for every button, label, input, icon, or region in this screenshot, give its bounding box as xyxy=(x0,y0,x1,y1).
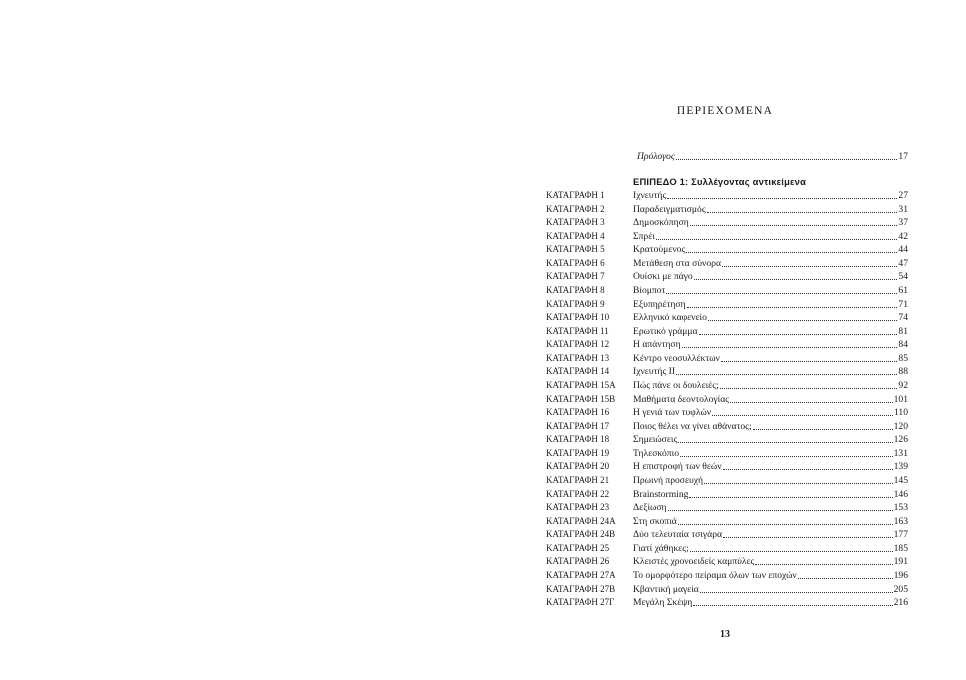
toc-row[interactable] xyxy=(546,365,908,378)
entry-link xyxy=(633,379,908,392)
dot-leader xyxy=(656,238,898,240)
entry-link xyxy=(633,243,908,256)
entry-link xyxy=(633,352,908,365)
entry-link xyxy=(633,433,908,446)
dot-leader xyxy=(704,482,893,484)
entry-link xyxy=(633,447,908,460)
entry-name: Ερωτικό γράμμα xyxy=(633,325,698,337)
dot-leader xyxy=(798,577,893,579)
entry-name: Στη σκοπιά xyxy=(633,515,677,527)
entry-name: Η επιστροφή των θεών xyxy=(633,461,722,473)
entry-code: ΚΑΤΑΓΡΑΦΗ 6 xyxy=(546,257,605,268)
entry-code: ΚΑΤΑΓΡΑΦΗ 21 xyxy=(546,475,610,485)
entry-code: ΚΑΤΑΓΡΑΦΗ 12 xyxy=(546,339,610,350)
entry-name: Κλειστές χρονοειδείς καμπύλες xyxy=(633,556,755,568)
entry-link xyxy=(633,270,908,283)
entry-code: ΚΑΤΑΓΡΑΦΗ 24Β xyxy=(546,529,616,540)
entry-page: 185 xyxy=(893,542,908,554)
toc-row[interactable] xyxy=(546,216,908,229)
dot-leader xyxy=(723,536,893,538)
dot-leader xyxy=(676,373,897,375)
dot-leader xyxy=(723,468,893,470)
entry-link xyxy=(633,284,908,297)
entry-link xyxy=(633,569,908,582)
toc-row[interactable] xyxy=(546,447,908,460)
entry-page: 54 xyxy=(898,271,908,283)
toc-row[interactable] xyxy=(546,393,908,406)
dot-leader xyxy=(667,197,897,199)
toc-row[interactable] xyxy=(546,325,908,338)
entry-page: 146 xyxy=(893,488,908,500)
entry-link xyxy=(633,515,908,528)
entry-page: 139 xyxy=(893,461,908,473)
entry-code: ΚΑΤΑΓΡΑΦΗ 22 xyxy=(546,488,610,499)
entry-link xyxy=(633,365,908,378)
toc-row[interactable] xyxy=(546,189,908,202)
entry-page: 31 xyxy=(898,203,908,215)
entry-link xyxy=(633,501,908,514)
entry-page: 27 xyxy=(898,190,908,201)
entry-name: Μετάθεση στα σύνορα xyxy=(633,257,721,269)
entry-page: 131 xyxy=(893,447,908,459)
entry-code: ΚΑΤΑΓΡΑΦΗ 10 xyxy=(546,312,610,323)
dot-leader xyxy=(690,550,893,552)
toc-row[interactable] xyxy=(546,460,908,473)
toc-row[interactable] xyxy=(546,257,908,270)
toc-row[interactable] xyxy=(546,352,908,365)
dot-leader xyxy=(680,455,893,457)
toc-row[interactable] xyxy=(546,284,908,297)
entry-link xyxy=(633,298,908,311)
entry-name: Σπρέι xyxy=(633,230,655,242)
dot-leader xyxy=(686,251,897,253)
dot-leader xyxy=(666,292,897,294)
entry-link xyxy=(633,311,908,324)
toc-row[interactable] xyxy=(546,420,908,433)
entry-page: 145 xyxy=(893,475,908,486)
toc-row[interactable] xyxy=(546,406,908,419)
dot-leader xyxy=(676,158,898,160)
dot-leader xyxy=(721,360,898,362)
entry-name: Ελληνικό καφενείο xyxy=(633,312,707,324)
entry-name: Τηλεσκόπιο xyxy=(633,447,680,459)
entry-code: ΚΑΤΑΓΡΑΦΗ 16 xyxy=(546,407,610,418)
entry-link xyxy=(633,474,908,487)
toc-row[interactable] xyxy=(546,298,908,311)
entry-code: ΚΑΤΑΓΡΑΦΗ 20 xyxy=(546,461,610,472)
entry-code: ΚΑΤΑΓΡΑΦΗ 19 xyxy=(546,447,610,458)
toc-row[interactable] xyxy=(546,583,908,596)
page-number: 13 xyxy=(720,629,730,640)
entry-name: Σημειώσεις xyxy=(633,434,678,446)
entry-link xyxy=(633,420,908,433)
entry-page: 177 xyxy=(893,529,908,541)
entry-name: Η γενιά των τυφλών xyxy=(633,407,712,419)
entry-link xyxy=(633,230,908,243)
entry-name: Πώς πάνε οι δουλειές; xyxy=(633,380,719,391)
entry-link xyxy=(633,203,908,216)
entry-page: 101 xyxy=(893,393,908,405)
toc-prologue-entry[interactable] xyxy=(637,150,908,163)
entry-code: ΚΑΤΑΓΡΑΦΗ 8 xyxy=(546,285,605,295)
entry-link xyxy=(633,257,908,270)
entry-link xyxy=(633,338,908,351)
dot-leader xyxy=(690,224,898,226)
entry-code: ΚΑΤΑΓΡΑΦΗ 11 xyxy=(546,325,609,336)
entry-code: ΚΑΤΑΓΡΑΦΗ 1 xyxy=(546,190,605,200)
toc-row[interactable] xyxy=(546,528,908,541)
toc-row[interactable] xyxy=(546,433,908,446)
toc-row[interactable] xyxy=(546,569,908,582)
toc-row[interactable] xyxy=(546,515,908,528)
entry-page: 205 xyxy=(893,583,908,595)
entry-name: Δημοσκόπηση xyxy=(633,217,689,229)
entry-code: ΚΑΤΑΓΡΑΦΗ 15Α xyxy=(546,380,616,390)
entry-name: Κέντρο νεοσυλλέκτων xyxy=(633,352,720,364)
dot-leader xyxy=(678,523,893,525)
entry-link xyxy=(633,393,908,406)
entry-name: Κρατούμενος xyxy=(633,244,686,256)
entry-code: ΚΑΤΑΓΡΑΦΗ 15Β xyxy=(546,393,616,404)
entry-name: Μεγάλη Σκέψη xyxy=(633,597,693,609)
entry-code: ΚΑΤΑΓΡΑΦΗ 27Α xyxy=(546,570,616,580)
dot-leader xyxy=(753,428,893,430)
entry-name: Πρόλογος xyxy=(637,151,675,162)
entry-link xyxy=(633,488,908,501)
entry-code: ΚΑΤΑΓΡΑΦΗ 27Β xyxy=(546,583,616,594)
entry-page: 81 xyxy=(898,325,908,337)
entry-code: ΚΑΤΑΓΡΑΦΗ 26 xyxy=(546,556,610,567)
entry-name: Γιατί χάθηκες; xyxy=(633,542,689,554)
toc-row[interactable] xyxy=(546,596,908,609)
entry-name: Πρωινή προσευχή xyxy=(633,475,704,486)
entry-page: 163 xyxy=(893,515,908,527)
toc-title: ΠΕΡΙΕΧΟΜΕΝΑ xyxy=(676,105,774,117)
entry-code: ΚΑΤΑΓΡΑΦΗ 18 xyxy=(546,434,610,445)
dot-leader xyxy=(755,563,892,565)
entry-page: 47 xyxy=(898,257,908,269)
entry-name: Βίομποτ xyxy=(633,285,666,296)
toc-row[interactable] xyxy=(546,474,908,487)
entry-page: 17 xyxy=(898,151,908,162)
entry-page: 71 xyxy=(898,298,908,310)
dot-leader xyxy=(722,265,897,267)
entry-page: 88 xyxy=(898,366,908,378)
entry-name: Brainstorming xyxy=(633,488,689,500)
entry-link xyxy=(633,542,908,555)
toc-row[interactable] xyxy=(546,488,908,501)
dot-leader xyxy=(700,591,893,593)
entry-page: 74 xyxy=(898,312,908,324)
dot-leader xyxy=(720,387,898,389)
entry-name: Ουίσκι με πάγο xyxy=(633,271,693,283)
entry-link xyxy=(633,216,908,229)
entry-link xyxy=(633,325,908,338)
dot-leader xyxy=(678,441,892,443)
dot-leader xyxy=(730,401,893,403)
entry-name: Ιχνευτής ΙΙ xyxy=(633,366,676,378)
entry-code: ΚΑΤΑΓΡΑΦΗ 3 xyxy=(546,217,605,228)
entry-name: Κβαντική μαγεία xyxy=(633,583,699,595)
entry-code: ΚΑΤΑΓΡΑΦΗ 24Α xyxy=(546,515,616,526)
toc-row[interactable] xyxy=(546,230,908,243)
entry-page: 92 xyxy=(898,380,908,391)
entry-name: Μαθήματα δεοντολογίας xyxy=(633,393,730,405)
entry-name: Η απάντηση xyxy=(633,339,681,351)
toc-row[interactable] xyxy=(546,270,908,283)
toc-row[interactable] xyxy=(546,542,908,555)
entry-code: ΚΑΤΑΓΡΑΦΗ 13 xyxy=(546,352,610,363)
toc-row[interactable] xyxy=(546,338,908,351)
entry-code: ΚΑΤΑΓΡΑΦΗ 2 xyxy=(546,203,605,214)
toc-row[interactable] xyxy=(546,243,908,256)
entry-link xyxy=(633,406,908,419)
entry-page: 153 xyxy=(893,502,908,514)
entry-page: 42 xyxy=(898,230,908,242)
entry-code: ΚΑΤΑΓΡΑΦΗ 14 xyxy=(546,366,610,377)
entry-link xyxy=(633,583,908,596)
entry-page: 191 xyxy=(893,556,908,568)
entry-code: ΚΑΤΑΓΡΑΦΗ 4 xyxy=(546,230,605,241)
dot-leader xyxy=(699,333,898,335)
toc-row[interactable] xyxy=(546,501,908,514)
toc-row[interactable] xyxy=(546,379,908,392)
entry-code: ΚΑΤΑΓΡΑΦΗ 27Γ xyxy=(546,597,615,608)
toc-row[interactable] xyxy=(546,203,908,216)
entry-page: 37 xyxy=(898,217,908,229)
dot-leader xyxy=(708,319,897,321)
entry-code: ΚΑΤΑΓΡΑΦΗ 5 xyxy=(546,244,605,255)
entry-name: Δύο τελευταία τσιγάρα xyxy=(633,529,723,541)
entry-page: 85 xyxy=(898,352,908,364)
entry-name: Ποιος θέλει να γίνει αθάνατος; xyxy=(633,420,752,432)
entry-code: ΚΑΤΑΓΡΑΦΗ 7 xyxy=(546,271,605,282)
toc-row[interactable] xyxy=(546,555,908,568)
entry-code: ΚΑΤΑΓΡΑΦΗ 17 xyxy=(546,420,610,431)
entry-name: Παραδειγματισμός xyxy=(633,203,706,215)
entry-page: 216 xyxy=(893,597,908,609)
entry-page: 44 xyxy=(898,244,908,256)
entry-page: 61 xyxy=(898,285,908,296)
entry-link xyxy=(633,528,908,541)
dot-leader xyxy=(707,211,898,213)
entry-link xyxy=(633,460,908,473)
entry-name: Δεξίωση xyxy=(633,502,667,514)
entry-link xyxy=(633,596,908,609)
entry-name: Το ομορφότερο πείραμα όλων των εποχών xyxy=(633,570,797,581)
dot-leader xyxy=(693,604,892,606)
entry-code: ΚΑΤΑΓΡΑΦΗ 23 xyxy=(546,502,610,513)
entry-name: Εξυπηρέτηση xyxy=(633,298,686,310)
entry-name: Ιχνευτής xyxy=(633,190,667,201)
dot-leader xyxy=(668,509,893,511)
entry-page: 110 xyxy=(893,407,908,419)
entry-page: 120 xyxy=(893,420,908,432)
entry-link xyxy=(633,555,908,568)
level-heading: ΕΠΙΠΕΔΟ 1: Συλλέγοντας αντικείμενα xyxy=(633,176,807,187)
dot-leader xyxy=(682,346,898,348)
entry-page: 84 xyxy=(898,339,908,351)
entry-code: ΚΑΤΑΓΡΑΦΗ 25 xyxy=(546,542,610,553)
entry-code: ΚΑΤΑΓΡΑΦΗ 9 xyxy=(546,298,605,309)
dot-leader xyxy=(694,278,898,280)
dot-leader xyxy=(689,496,892,498)
toc-row[interactable] xyxy=(546,311,908,324)
entry-page: 196 xyxy=(893,570,908,581)
dot-leader xyxy=(687,306,898,308)
dot-leader xyxy=(712,414,893,416)
entry-page: 126 xyxy=(893,434,908,446)
entry-link xyxy=(633,189,908,202)
